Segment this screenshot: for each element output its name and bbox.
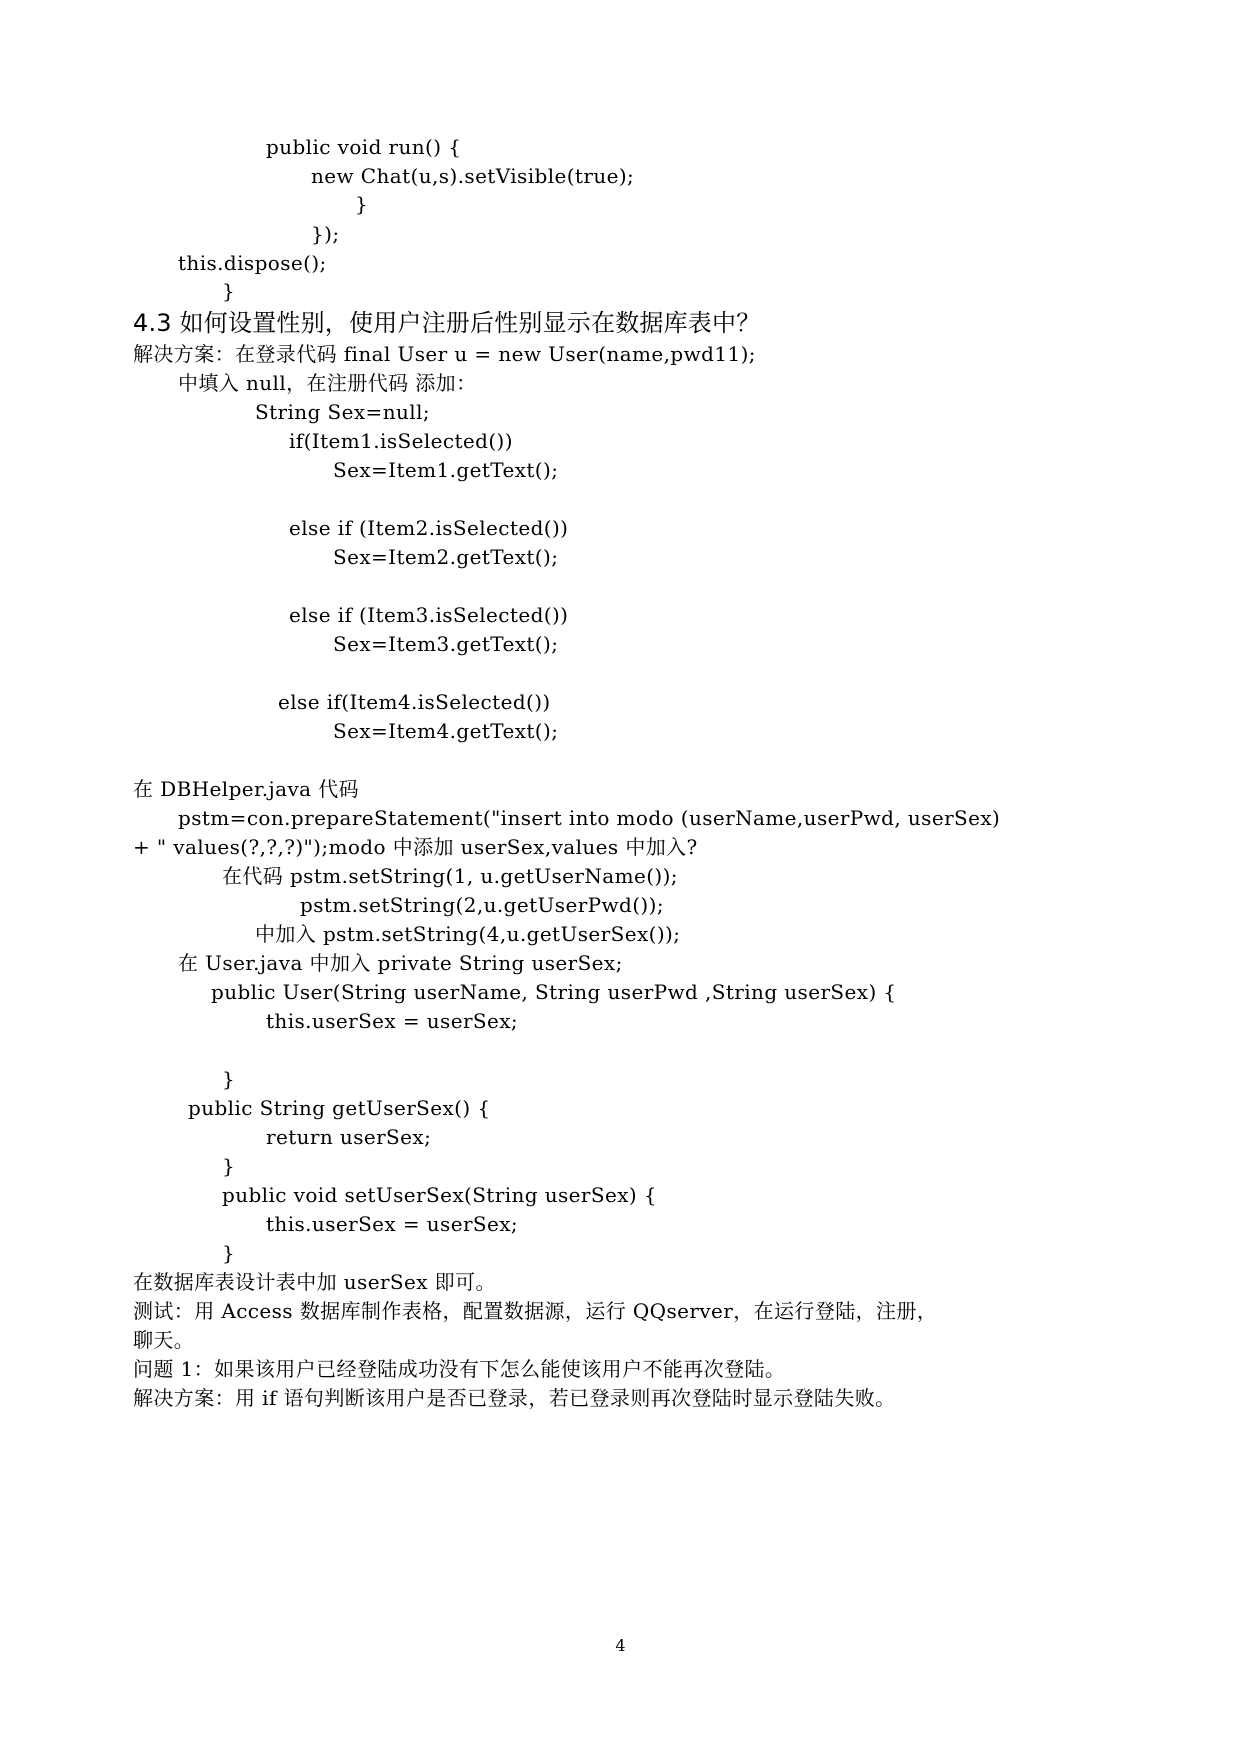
code-line: else if(Item4.isSelected()) (278, 690, 551, 714)
code-line: String Sex=null; (255, 400, 431, 424)
code-line: Sex=Item2.getText(); (333, 545, 559, 569)
code-line: this.userSex = userSex; (266, 1212, 519, 1236)
paragraph-line: 在 User.java 中加入 private String userSex; (178, 951, 623, 975)
code-line: Sex=Item1.getText(); (333, 458, 559, 482)
code-line: new Chat(u,s).setVisible(true); (311, 164, 635, 188)
code-line: Sex=Item3.getText(); (333, 632, 559, 656)
section-heading: 4.3 如何设置性别，使用户注册后性别显示在数据库表中？ (133, 309, 761, 337)
code-line: public String getUserSex() { (188, 1096, 491, 1120)
code-line: public void setUserSex(String userSex) { (222, 1183, 657, 1207)
paragraph-line: 测试：用 Access 数据库制作表格，配置数据源，运行 QQserver，在运行登陆，注册， (133, 1299, 938, 1323)
code-line: } (355, 192, 369, 216)
code-line: return userSex; (266, 1125, 432, 1149)
code-line: Sex=Item4.getText(); (333, 719, 559, 743)
paragraph-line: 在 DBHelper.java 代码 (133, 777, 360, 801)
paragraph-line: 解决方案：用 if 语句判断该用户是否已登录，若已登录则再次登陆时显示登陆失败。 (133, 1386, 896, 1410)
paragraph-line: 中填入 null，在注册代码 添加： (178, 371, 477, 395)
code-line: pstm=con.prepareStatement("insert into modo (userName,userPwd, userSex) (178, 806, 1001, 830)
code-line: else if (Item3.isSelected()) (289, 603, 569, 627)
code-line: } (222, 1067, 236, 1091)
code-line: else if (Item2.isSelected()) (289, 516, 569, 540)
code-line: }); (311, 222, 340, 246)
code-line: this.userSex = userSex; (266, 1009, 519, 1033)
code-line: if(Item1.isSelected()) (289, 429, 513, 453)
code-line: public User(String userName, String userPwd ,String userSex) { (211, 980, 897, 1004)
paragraph-line: 解决方案：在登录代码 final User u = new User(name,pwd11); (133, 342, 756, 366)
paragraph-line: 聊天。 (133, 1328, 195, 1352)
code-line: public void run() { (266, 135, 462, 159)
code-line: pstm.setString(2,u.getUserPwd()); (300, 893, 664, 917)
code-line: } (222, 1241, 236, 1265)
code-line: + " values(?,?,?)");modo 中添加 userSex,values 中加入? (133, 835, 698, 859)
code-line: } (222, 279, 236, 303)
code-line: 中加入 pstm.setString(4,u.getUserSex()); (255, 922, 681, 946)
paragraph-line: 在数据库表设计表中加 userSex 即可。 (133, 1270, 496, 1294)
code-line: this.dispose(); (178, 251, 327, 275)
code-line: } (222, 1154, 236, 1178)
paragraph-line: 问题 1：如果该用户已经登陆成功没有下怎么能使该用户不能再次登陆。 (133, 1357, 786, 1381)
page-number: 4 (615, 1636, 626, 1655)
code-line: 在代码 pstm.setString(1, u.getUserName()); (222, 864, 678, 888)
